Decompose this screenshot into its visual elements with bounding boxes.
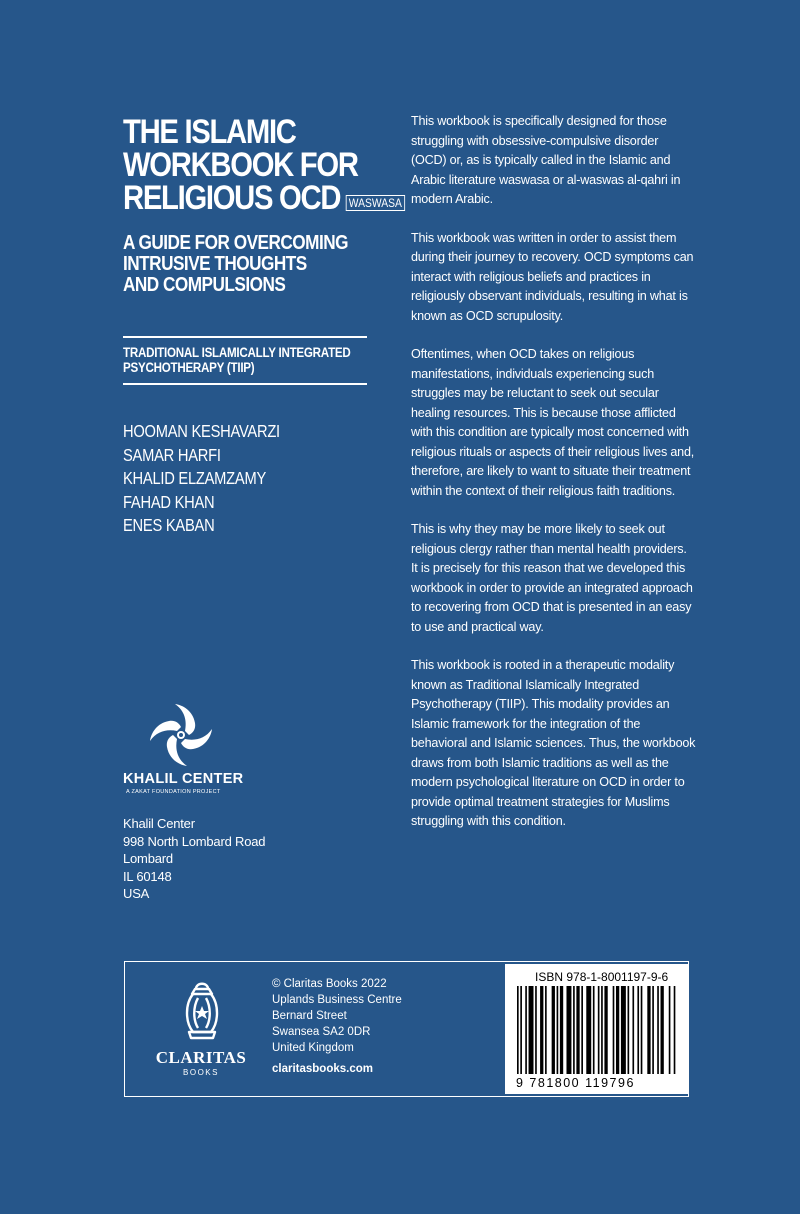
title-line-3 (123, 179, 402, 217)
isbn-digits: 9 781800 119796 (516, 1076, 635, 1090)
publisher-address (272, 976, 402, 1056)
description-paragraph: This workbook is rooted in a therapeutic modality known as Traditional Islamically Integrated Psychotherapy (TIIP). This modality provides an Islamic framework for the integration of the behavioral and Islamic sciences. Thus, the workbook draws from both Islamic traditions as well as the modern psychological literature on OCD in order to provide optimal treatment strategies for Muslims struggling with this condition. (411, 658, 696, 828)
description-paragraph: Oftentimes, when OCD takes on religious manifestations, individuals experiencing such struggles may be reluctant to seek out secular healing resources. This is because those afflicted with this condition are typically most concerned with religious rituals or aspects of their religious lives and, therefore, are likely to want to situate their treatment within the context of their religious faith traditions. (411, 347, 695, 498)
barcode-bars (517, 986, 677, 1074)
waswasa-badge: WASWASA (345, 195, 405, 211)
publisher-info-box (124, 961, 689, 1097)
author-name: FAHAD KHAN (123, 491, 215, 512)
subtitle-line-3: AND COMPULSIONS (123, 274, 286, 296)
divider-top (123, 336, 367, 338)
publisher-line: United Kingdom (272, 1042, 354, 1054)
lantern-icon (180, 980, 224, 1046)
book-subtitle (123, 233, 381, 296)
isbn-barcode (505, 964, 688, 1094)
isbn-label: ISBN 978-1-8001197-9-6 (535, 970, 669, 984)
author-name: KHALID ELZAMZAMY (123, 468, 266, 488)
address-line: Khalil Center (123, 816, 195, 831)
author-list (123, 420, 280, 538)
tiip-line-2: PSYCHOTHERAPY (TIIP) (123, 360, 255, 375)
title-line-1: THE ISLAMIC (123, 113, 296, 151)
author-name: HOOMAN KESHAVARZI (123, 421, 280, 441)
description-paragraph: This workbook was written in order to assist them during their journey to recovery. OCD symptoms can interact with religious beliefs and practices in religiously observant individuals, resulting in what is known as OCD scrupulosity. (411, 230, 694, 323)
khalil-center-address (123, 815, 265, 903)
title-line-3-text: RELIGIOUS OCD (123, 179, 341, 217)
khalil-center-name: KHALIL CENTER (123, 771, 244, 787)
claritas-logo-sub: BOOKS (183, 1068, 219, 1077)
author-name: ENES KABAN (123, 515, 215, 535)
publisher-line: Swansea SA2 0DR (272, 1026, 371, 1038)
tiip-label (123, 345, 364, 375)
publisher-website: claritasbooks.com (272, 1063, 373, 1075)
tiip-line-1: TRADITIONAL ISLAMICALLY INTEGRATED (123, 345, 351, 360)
publisher-line: © Claritas Books 2022 (272, 978, 387, 990)
address-line: Lombard (123, 851, 173, 866)
title-line-2: WORKBOOK FOR (123, 146, 358, 184)
book-title (123, 113, 402, 217)
divider-bottom (123, 383, 367, 385)
description-paragraph: This workbook is specifically designed for those struggling with obsessive-compulsive disorder (OCD) or, as is typically called in the Islamic and Arabic literature waswasa or al-waswas al-qahri in modern Arabic. (411, 114, 681, 206)
author-name: SAMAR HARFI (123, 444, 221, 465)
address-line: IL 60148 (123, 868, 172, 884)
claritas-logo-text: CLARITAS (155, 1048, 247, 1067)
subtitle-line-2: INTRUSIVE THOUGHTS (123, 253, 307, 275)
book-description (411, 112, 696, 851)
khalil-center-tagline: A ZAKAT FOUNDATION PROJECT (126, 789, 221, 795)
subtitle-line-1: A GUIDE FOR OVERCOMING (123, 232, 348, 254)
address-line: 998 North Lombard Road (123, 833, 266, 849)
publisher-line: Bernard Street (272, 1010, 347, 1022)
publisher-line: Uplands Business Centre (272, 994, 402, 1006)
description-paragraph: This is why they may be more likely to seek out religious clergy rather than mental health providers. It is precisely for this reason that we developed this workbook in order to provide an integrated approach to recovering from OCD that is presented in an easy to use and practical way. (411, 522, 693, 634)
address-line: USA (123, 886, 150, 901)
khalil-center-logo-icon (146, 700, 216, 770)
